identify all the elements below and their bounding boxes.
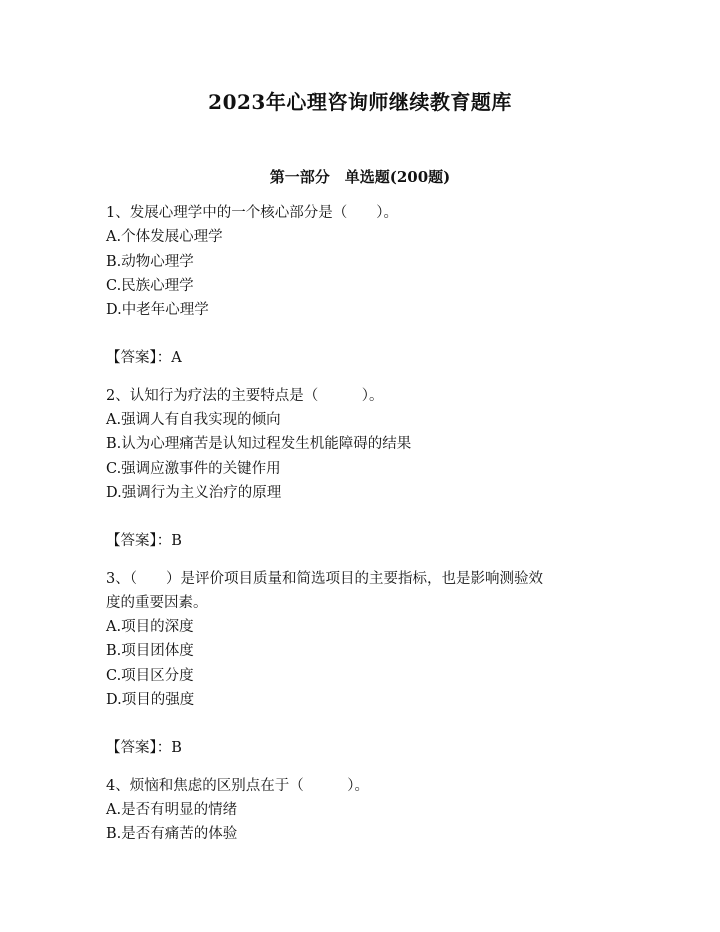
option-d: D.强调行为主义治疗的原理 [106,484,282,501]
document-title: 2023年心理咨询师继续教育题库 [208,90,512,114]
question-list [106,201,626,847]
option-d: D.项目的强度 [106,692,195,709]
option-b: B.项目团体度 [106,643,194,660]
option-b: B.认为心理痛苦是认知过程发生机能障碍的结果 [106,436,412,453]
option-a: A.个体发展心理学 [106,229,223,246]
question-stem-line-1: 3、（ ）是评价项目质量和简选项目的主要指标，也是影响测验效 [106,570,543,587]
question-stem: 2、认知行为疗法的主要特点是（ ）。 [106,387,384,404]
question-4 [106,774,626,847]
question-stem: 1、发展心理学中的一个核心部分是（ ）。 [106,205,398,221]
option-d: D.中老年心理学 [106,302,209,319]
answer-label: 【答案】：B [106,740,182,757]
option-c: C.强调应激事件的关键作用 [106,460,281,477]
question-3 [106,567,626,761]
question-1 [106,201,626,371]
question-stem: 4、烦恼和焦虑的区别点在于（ ）。 [106,777,369,794]
section-title: 第一部分 单选题(200题) [269,168,451,186]
option-a: A.项目的深度 [106,619,194,636]
option-b: B.是否有痛苦的体验 [106,826,238,843]
question-stem-line-2: 度的重要因素。 [106,594,208,611]
option-b: B.动物心理学 [106,253,194,270]
option-c: C.民族心理学 [106,277,194,294]
question-2 [106,384,626,554]
option-a: A.是否有明显的情绪 [106,801,238,818]
answer-label: 【答案】：B [106,533,182,550]
option-a: A.强调人有自我实现的倾向 [106,412,281,429]
option-c: C.项目区分度 [106,667,194,684]
answer-label: 【答案】：A [106,350,182,367]
